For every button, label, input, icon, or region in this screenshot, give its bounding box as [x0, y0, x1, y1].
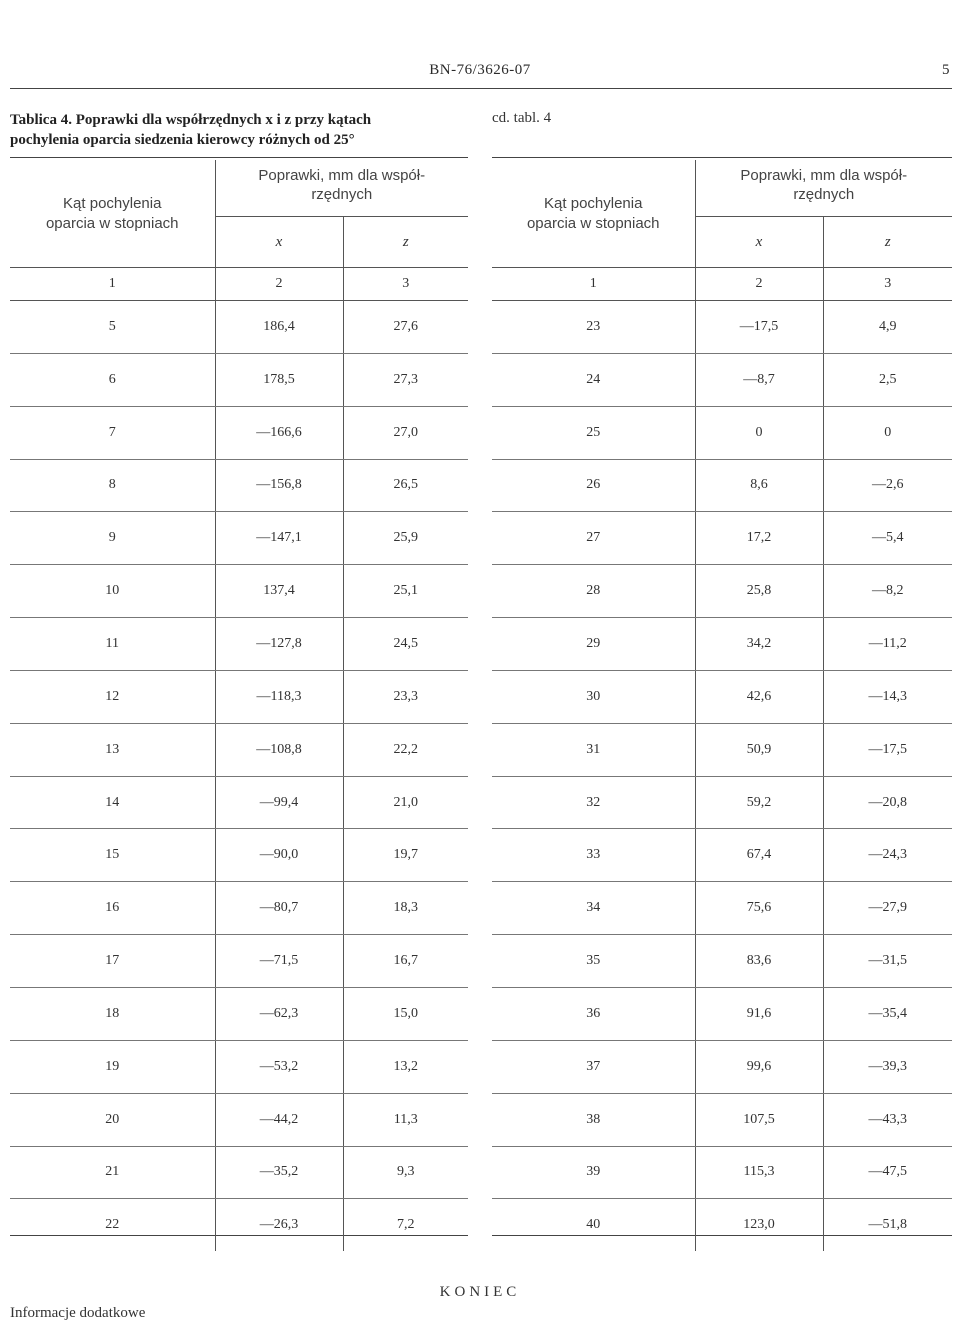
z-correction-cell: 22,2: [343, 723, 468, 776]
z-correction-cell: —8,2: [823, 565, 952, 618]
column-number: 3: [823, 268, 952, 301]
z-correction-cell: —31,5: [823, 935, 952, 988]
z-correction-cell: 7,2: [343, 1199, 468, 1251]
z-correction-cell: 9,3: [343, 1146, 468, 1199]
table-row: [492, 987, 952, 1040]
table-row: [10, 301, 468, 354]
table-row: [492, 723, 952, 776]
z-correction-cell: 25,9: [343, 512, 468, 565]
footer-note: Informacje dodatkowe: [10, 1305, 146, 1321]
column-number: 2: [215, 268, 343, 301]
x-correction-cell: 59,2: [695, 776, 823, 829]
table-row: [492, 670, 952, 723]
table-row: [492, 776, 952, 829]
left-table: [10, 160, 468, 1251]
table-row: [492, 1040, 952, 1093]
corrections-header: [215, 160, 468, 217]
table-row: [10, 1146, 468, 1199]
angle-cell: 35: [492, 935, 695, 988]
x-correction-cell: 91,6: [695, 987, 823, 1040]
z-correction-cell: —47,5: [823, 1146, 952, 1199]
table-row: [10, 882, 468, 935]
angle-cell: 16: [10, 882, 215, 935]
corrections-header-line-1: Poprawki, mm dla współ-: [740, 167, 908, 184]
table-row: [492, 406, 952, 459]
x-correction-cell: —26,3: [215, 1199, 343, 1251]
z-correction-cell: 4,9: [823, 301, 952, 354]
angle-cell: 15: [10, 829, 215, 882]
table-row: [10, 1199, 468, 1251]
x-correction-cell: 123,0: [695, 1199, 823, 1251]
corrections-header: [695, 160, 952, 217]
z-correction-cell: 18,3: [343, 882, 468, 935]
z-correction-cell: —24,3: [823, 829, 952, 882]
corrections-header-line-2: rzędnych: [311, 186, 373, 203]
column-number: 3: [343, 268, 468, 301]
table-row: [492, 829, 952, 882]
table-row: [492, 565, 952, 618]
z-correction-cell: —35,4: [823, 987, 952, 1040]
x-correction-cell: 137,4: [215, 565, 343, 618]
angle-cell: 31: [492, 723, 695, 776]
x-correction-cell: —118,3: [215, 670, 343, 723]
z-correction-cell: 23,3: [343, 670, 468, 723]
angle-cell: 39: [492, 1146, 695, 1199]
angle-cell: 20: [10, 1093, 215, 1146]
angle-cell: 34: [492, 882, 695, 935]
x-correction-cell: —62,3: [215, 987, 343, 1040]
z-correction-cell: 21,0: [343, 776, 468, 829]
x-correction-cell: —71,5: [215, 935, 343, 988]
z-correction-cell: 2,5: [823, 353, 952, 406]
angle-cell: 6: [10, 353, 215, 406]
x-correction-cell: 178,5: [215, 353, 343, 406]
angle-cell: 10: [10, 565, 215, 618]
x-correction-cell: —99,4: [215, 776, 343, 829]
angle-cell: 23: [492, 301, 695, 354]
angle-header: [10, 160, 215, 268]
table-caption-line-2: pochylenia oparcia siedzenia kierowcy różnych od 25°: [10, 132, 355, 148]
angle-cell: 18: [10, 987, 215, 1040]
z-correction-cell: 15,0: [343, 987, 468, 1040]
x-correction-cell: —156,8: [215, 459, 343, 512]
x-correction-cell: 34,2: [695, 618, 823, 671]
x-correction-cell: 99,6: [695, 1040, 823, 1093]
z-correction-cell: —5,4: [823, 512, 952, 565]
angle-cell: 9: [10, 512, 215, 565]
table-row: [10, 829, 468, 882]
table-row: [10, 353, 468, 406]
x-correction-cell: —127,8: [215, 618, 343, 671]
end-marker: KONIEC: [439, 1284, 521, 1300]
table-row: [10, 935, 468, 988]
document-code: BN-76/3626-07: [429, 62, 531, 78]
angle-header-line-2: oparcia w stopniach: [45, 214, 179, 232]
angle-header: [492, 160, 695, 268]
angle-header-line-1: Kąt pochylenia: [544, 194, 643, 212]
angle-cell: 11: [10, 618, 215, 671]
table-row: [492, 935, 952, 988]
x-correction-cell: —108,8: [215, 723, 343, 776]
angle-header-line-2: oparcia w stopniach: [526, 214, 660, 232]
x-correction-cell: 8,6: [695, 459, 823, 512]
x-correction-cell: 0: [695, 406, 823, 459]
z-correction-cell: —17,5: [823, 723, 952, 776]
z-correction-cell: 0: [823, 406, 952, 459]
right-table: [492, 160, 952, 1251]
corrections-header-line-2: rzędnych: [793, 186, 855, 203]
table-row: [10, 459, 468, 512]
table-row: [10, 565, 468, 618]
x-correction-cell: 115,3: [695, 1146, 823, 1199]
angle-cell: 24: [492, 353, 695, 406]
z-correction-cell: 11,3: [343, 1093, 468, 1146]
z-correction-cell: —51,8: [823, 1199, 952, 1251]
x-correction-cell: 75,6: [695, 882, 823, 935]
table-caption-line-1: Tablica 4. Poprawki dla współrzędnych x i z przy kątach: [10, 112, 372, 128]
x-correction-cell: —166,6: [215, 406, 343, 459]
right-table-body: [492, 301, 952, 1252]
z-correction-cell: —20,8: [823, 776, 952, 829]
table-row: [492, 353, 952, 406]
angle-cell: 30: [492, 670, 695, 723]
x-correction-cell: —8,7: [695, 353, 823, 406]
x-correction-cell: —17,5: [695, 301, 823, 354]
angle-cell: 13: [10, 723, 215, 776]
z-correction-cell: —27,9: [823, 882, 952, 935]
table-row: [492, 301, 952, 354]
x-correction-cell: 17,2: [695, 512, 823, 565]
angle-cell: 14: [10, 776, 215, 829]
angle-cell: 29: [492, 618, 695, 671]
angle-cell: 8: [10, 459, 215, 512]
angle-cell: 32: [492, 776, 695, 829]
table-row: [10, 776, 468, 829]
x-correction-cell: 42,6: [695, 670, 823, 723]
page-number: 5: [942, 62, 950, 78]
corrections-header-line-1: Poprawki, mm dla współ-: [258, 167, 426, 184]
table-caption: [10, 110, 480, 150]
z-correction-cell: 25,1: [343, 565, 468, 618]
angle-cell: 33: [492, 829, 695, 882]
z-column-header: z: [343, 217, 468, 268]
x-correction-cell: 67,4: [695, 829, 823, 882]
z-column-header: z: [823, 217, 952, 268]
column-number: 1: [492, 268, 695, 301]
angle-cell: 38: [492, 1093, 695, 1146]
z-correction-cell: —14,3: [823, 670, 952, 723]
left-table-body: [10, 301, 468, 1252]
z-correction-cell: —39,3: [823, 1040, 952, 1093]
x-correction-cell: —80,7: [215, 882, 343, 935]
table-row: [492, 459, 952, 512]
table-row: [492, 618, 952, 671]
x-correction-cell: —90,0: [215, 829, 343, 882]
table-row: [10, 406, 468, 459]
header-rule: [10, 88, 952, 89]
table-row: [10, 723, 468, 776]
table-row: [492, 1199, 952, 1251]
x-correction-cell: 83,6: [695, 935, 823, 988]
table-row: [492, 882, 952, 935]
x-correction-cell: —147,1: [215, 512, 343, 565]
angle-cell: 37: [492, 1040, 695, 1093]
angle-header-line-1: Kąt pochylenia: [63, 194, 162, 212]
x-correction-cell: 107,5: [695, 1093, 823, 1146]
angle-cell: 12: [10, 670, 215, 723]
x-column-header: x: [215, 217, 343, 268]
z-correction-cell: 27,0: [343, 406, 468, 459]
z-correction-cell: 24,5: [343, 618, 468, 671]
x-correction-cell: 25,8: [695, 565, 823, 618]
angle-cell: 27: [492, 512, 695, 565]
z-correction-cell: —2,6: [823, 459, 952, 512]
angle-cell: 22: [105, 1217, 120, 1233]
z-correction-cell: 27,6: [343, 301, 468, 354]
x-correction-cell: —44,2: [215, 1093, 343, 1146]
z-correction-cell: 16,7: [343, 935, 468, 988]
angle-cell: 28: [492, 565, 695, 618]
table-row: [10, 618, 468, 671]
z-correction-cell: —43,3: [823, 1093, 952, 1146]
angle-cell: 21: [10, 1146, 215, 1199]
angle-cell: 26: [492, 459, 695, 512]
table-row: [492, 1093, 952, 1146]
z-correction-cell: 27,3: [343, 353, 468, 406]
table-row: [10, 1093, 468, 1146]
z-correction-cell: 19,7: [343, 829, 468, 882]
angle-cell: 19: [10, 1040, 215, 1093]
angle-cell: 40: [586, 1217, 601, 1233]
table-row: [10, 670, 468, 723]
angle-cell: 25: [492, 406, 695, 459]
table-row: [10, 512, 468, 565]
table-row: [492, 1146, 952, 1199]
angle-cell: 17: [10, 935, 215, 988]
table-row: [492, 512, 952, 565]
x-correction-cell: 50,9: [695, 723, 823, 776]
x-column-header: x: [695, 217, 823, 268]
continuation-caption: cd. tabl. 4: [492, 110, 552, 126]
z-correction-cell: —11,2: [823, 618, 952, 671]
z-correction-cell: 26,5: [343, 459, 468, 512]
x-correction-cell: 186,4: [215, 301, 343, 354]
table-row: [10, 1040, 468, 1093]
angle-cell: 5: [10, 301, 215, 354]
angle-cell: 36: [492, 987, 695, 1040]
column-number: 1: [10, 268, 215, 301]
x-correction-cell: —35,2: [215, 1146, 343, 1199]
table-row: [10, 987, 468, 1040]
angle-cell: 7: [10, 406, 215, 459]
x-correction-cell: —53,2: [215, 1040, 343, 1093]
column-number: 2: [695, 268, 823, 301]
z-correction-cell: 13,2: [343, 1040, 468, 1093]
